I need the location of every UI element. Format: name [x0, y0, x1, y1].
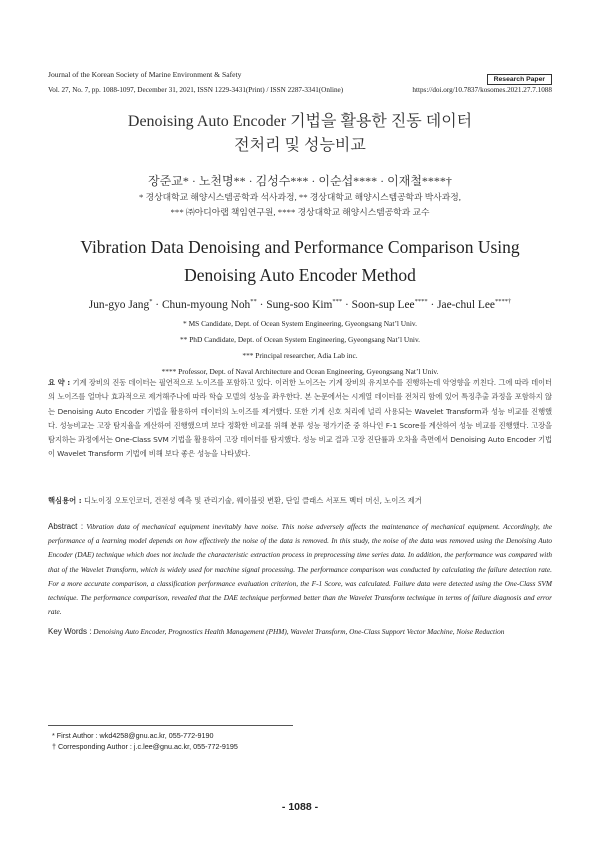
author-name: Sung-soo Kim — [266, 298, 333, 311]
korean-title-line1: Denoising Auto Encoder 기법을 활용한 진동 데이터 — [127, 113, 473, 130]
korean-abstract-text: 기계 장비의 진동 데이터는 필연적으로 노이즈를 포함하고 있다. 이러한 노이즈는 기계 장비의 유지보수를 진행하는데 악영향을 끼친다. 그에 따라 데이터의 노이즈를 얼마나 효과적으로 제거해주나에 따라 학습 모델의 성능을 좌우한다. 본 논문에서는 시계열 데이터를 전처리 함에 있어 특징추출 과정을 포함하지 않는 Denoising Auto Encoder 기법을 활용하여 데이터의 노이즈를 제거했다. 또한 기계 신호 처리에 널리 사용되는 Wavelet Transform과 성능 비교를 진행했다. 성능비교는 고장 탐지율을 계산하여 진행했으며 보다 정확한 비교를 위해 분류 성능 평가기준 중 하나인 F-1 Score를 계산하여 성능 비교를 진행했다. 고장을 탐지하는 과정에서는 One-Class SVM 기법을 활용하여 고장 데이터를 탐지했다. 성능 비교 결과 고장 진단률과 오차율 측면에서 Denoising Auto Encoder 기법이 Wavelet Transform 기법에 비해 보다 좋은 성능을 나타냈다. — [48, 378, 552, 459]
first-author-footnote: * First Author : wkd4258@gnu.ac.kr, 055-772-9190 — [52, 731, 214, 740]
volume-line: Vol. 27, No. 7, pp. 1088-1097, December 31, 2021, ISSN 1229-3431(Print) / ISSN 2287-3341(Online) — [48, 86, 344, 94]
english-abstract — [48, 520, 552, 619]
korean-affil-line1: * 경상대학교 해양시스템공학과 석사과정, ** 경상대학교 해양시스템공학과 박사과정, — [139, 192, 461, 202]
korean-affil-line2: *** ㈜아디아랩 책임연구원, **** 경상대학교 해양시스템공학과 교수 — [170, 207, 430, 217]
author-mark: * — [149, 298, 153, 305]
author-name: Jun-gyo Jang — [88, 298, 150, 311]
author-mark: **** — [414, 298, 428, 305]
corresponding-author-footnote: † Corresponding Author : j.c.lee@gnu.ac.kr, 055-772-9195 — [52, 742, 238, 751]
english-keywords-text: Denoising Auto Encoder, Prognostics Health Management (PHM), Wavelet Transform, One-Class Support Vector Machine, Noise Reduction — [93, 627, 505, 636]
korean-abstract-label: 요 약 : — [48, 378, 71, 387]
author-name: Soon-sup Lee — [351, 298, 415, 311]
author-mark: *** — [332, 298, 343, 305]
english-abstract-label: Abstract : — [48, 522, 84, 531]
english-title-line1: Vibration Data Denoising and Performance Comparison Using — [80, 237, 520, 257]
affiliation-line: * MS Candidate, Dept. of Ocean System Engineering, Gyeongsang Nat’l Univ. — [183, 319, 417, 328]
doi-link[interactable]: https://doi.org/10.7837/kosomes.2021.27.7.1088 — [412, 86, 552, 94]
page-number: - 1088 - — [281, 801, 319, 813]
korean-affiliations — [0, 190, 600, 220]
english-abstract-text: Vibration data of mechanical equipment inevitably have noise. This noise adversely affects the maintenance of mechanical equipment. Accordingly, the performance of a learning model depends on how effectively the noise of the data is removed. In this study, the noise of the data was removed using the Denoising Auto Encoder (DAE) technique which does not include the characteristic extraction process in preprocessing time series data. In addition, the performance was compared with that of the Wavelet Transform, which is widely used for machine signal processing. The performance comparison was conducted by calculating the failure detection rate. For a more accurate comparison, a classification performance evaluation criterion, the F-1 Score, was calculated. Failure data were detected using the One-Class SVM technique. The performance comparison, revealed that the DAE technique performed better than the Wavelet Transform technique in terms of failure diagnosis and error rate. — [48, 522, 552, 617]
korean-authors: 장준교* · 노천명** · 김성수*** · 이순섭**** · 이재철****† — [148, 174, 452, 188]
korean-keywords-text: 디노이징 오토인코더, 건전성 예측 및 관리기술, 웨이블릿 변환, 단일 클래스 서포트 벡터 머신, 노이즈 제거 — [83, 496, 422, 505]
english-authors: Jun-gyo Jang* · Chun-myoung Noh** · Sung-soo Kim*** · Soon-sup Lee**** · Jae-chul Lee****† — [88, 298, 512, 311]
author-mark: ** — [250, 298, 257, 305]
korean-keywords-label: 핵심용어 : — [48, 496, 82, 505]
english-title-line2: Denoising Auto Encoder Method — [184, 265, 416, 285]
journal-name: Journal of the Korean Society of Marine Environment & Safety — [48, 70, 242, 79]
korean-keywords — [48, 496, 422, 506]
korean-abstract — [48, 376, 552, 462]
author-name: Jae-chul Lee — [437, 298, 495, 311]
korean-title — [0, 110, 600, 158]
author-name: Chun-myoung Noh — [161, 298, 251, 311]
english-keywords-label: Key Words : — [48, 627, 92, 636]
korean-title-line2: 전처리 및 성능비교 — [234, 137, 366, 154]
footnote-divider — [48, 725, 293, 726]
author-mark: ****† — [494, 298, 512, 305]
english-title — [0, 233, 600, 289]
research-paper-badge: Research Paper — [487, 74, 552, 85]
affiliation-line: ** PhD Candidate, Dept. of Ocean System Engineering, Gyeongsang Nat’l Univ. — [179, 335, 421, 344]
affiliation-line: **** Professor, Dept. of Naval Architecture and Ocean Engineering, Gyeongsang Nat’l Univ. — [161, 367, 439, 376]
english-keywords — [48, 627, 504, 636]
affiliation-line: *** Principal researcher, Adia Lab inc. — [242, 351, 358, 360]
english-affiliations — [0, 316, 600, 380]
